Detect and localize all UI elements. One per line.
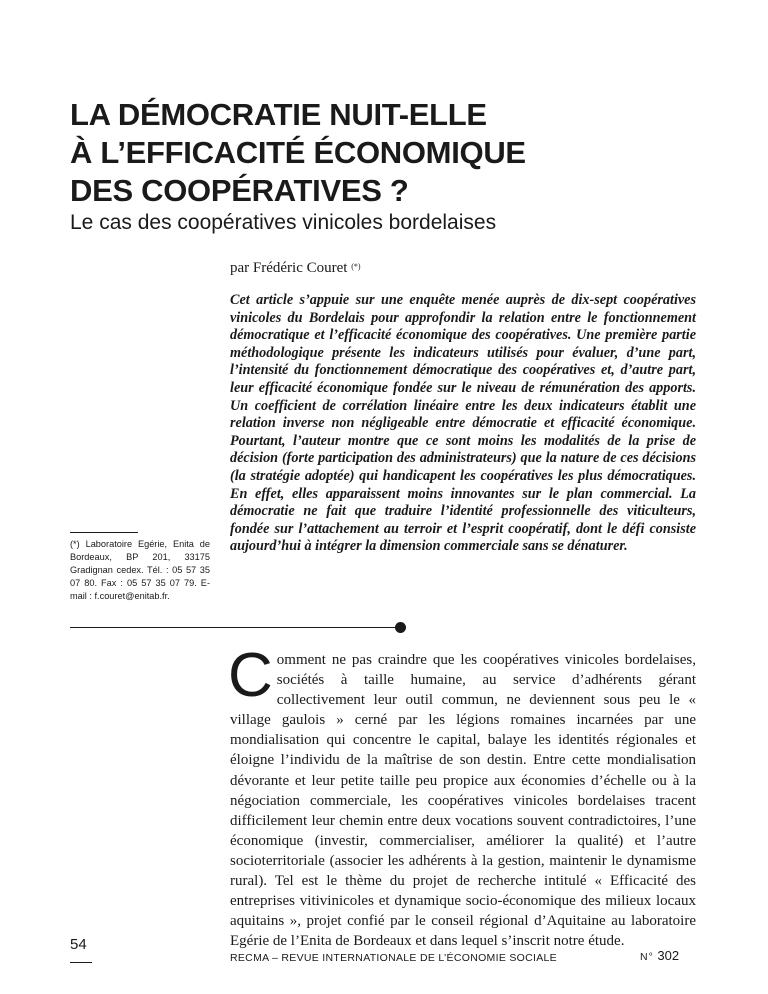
body-paragraph: omment ne pas craindre que les coopératives vinicoles bordelaises, sociétés à taille humaine, au service d’adhérents gérant collectivement leur outil commun, ne deviennent sous peu le « village gaulois » cerné par les légions romaines incarnées par une mondialisation qui concentre le capital, balaye les identités régionales et éloigne l’individu de la maîtrise de son destin. Entre cette mondialisation dévorante et leur petite taille peu propice aux économies d’échelle ou à la négociation commerciale, les coopératives vinicoles bordelaises tracent difficilement leur chemin entre deux vocations souvent contradictoires, l’une économique (investir, commercialiser, améliorer la qualité) et l’autre socioterritoriale (associer les adhérents à la gestion, maintenir le dynamisme rural). Tel est le thème du projet de recherche intitulé « Efficacité des entreprises vitivinicoles et dynamique socio-économique des milieux locaux aquitains », projet confié par le conseil régional d’Aquitaine au laboratoire Egérie de l’Enita de Bordeaux et dans lequel s’inscrit notre étude. xyxy=(230,652,696,950)
issue-number xyxy=(640,948,679,965)
author-name: par Frédéric Couret xyxy=(230,260,348,276)
separator-dot xyxy=(395,622,406,633)
issue-value: 302 xyxy=(657,948,680,963)
article-subtitle: Le cas des coopératives vinicoles bordelaises xyxy=(70,211,497,234)
author-line xyxy=(230,258,361,278)
article-body xyxy=(228,641,696,951)
title-line-1: LA DÉMOCRATIE NUIT-ELLE xyxy=(70,97,487,132)
drop-cap: C xyxy=(228,641,273,710)
article-abstract: Cet article s’appuie sur une enquête menée auprès de dix-sept coopératives vinicoles du Bordelais pour approfondir la relation entre le fonctionnement démocratique et l’efficacité économique des coopératives. Une première partie méthodologique présente les indicateurs utilisés pour évaluer, d’une part, l’intensité du fonctionnement démocratique des coopératives et, d’autre part, leur efficacité économique fondée sur le niveau de rémunération des apports. Un coefficient de corrélation linéaire entre les deux indicateurs établit une relation inverse non négligeable entre démocratie et efficacité économique. Pourtant, l’auteur montre que ce sont moins les modalités de la prise de décision (forte participation des administrateurs) que la nature de ces décisions (la stratégie adoptée) qui handicapent les coopératives les plus démocratiques. En effet, elles apparaissent moins innovantes sur le plan commercial. La démocratie ne fait que traduire l’identité professionnelle des viticulteurs, fondée sur l’attachement au terroir et l’esprit coopératif, dont le défi consiste aujourd’hui à intégrer la dimension commerciale sans se dénaturer. xyxy=(230,292,696,555)
footnote-rule xyxy=(70,532,138,533)
author-note-marker: (*) xyxy=(351,262,361,271)
page-number-rule xyxy=(70,962,92,963)
page-number: 54 xyxy=(70,936,87,953)
article-title xyxy=(70,96,710,210)
issue-prefix: N° xyxy=(640,951,654,963)
section-separator xyxy=(70,627,400,628)
title-line-3: DES COOPÉRATIVES ? xyxy=(70,173,409,208)
journal-name: RECMA – REVUE INTERNATIONALE DE L’ÉCONOMIE SOCIALE xyxy=(230,952,557,964)
author-footnote: (*) Laboratoire Egérie, Enita de Bordeaux, BP 201, 33175 Gradignan cedex. Tél. : 05 57 35 07 80. Fax : 05 57 35 07 79. E-mail : f.couret@enitab.fr. xyxy=(70,539,210,601)
title-line-2: À L’EFFICACITÉ ÉCONOMIQUE xyxy=(70,135,526,170)
